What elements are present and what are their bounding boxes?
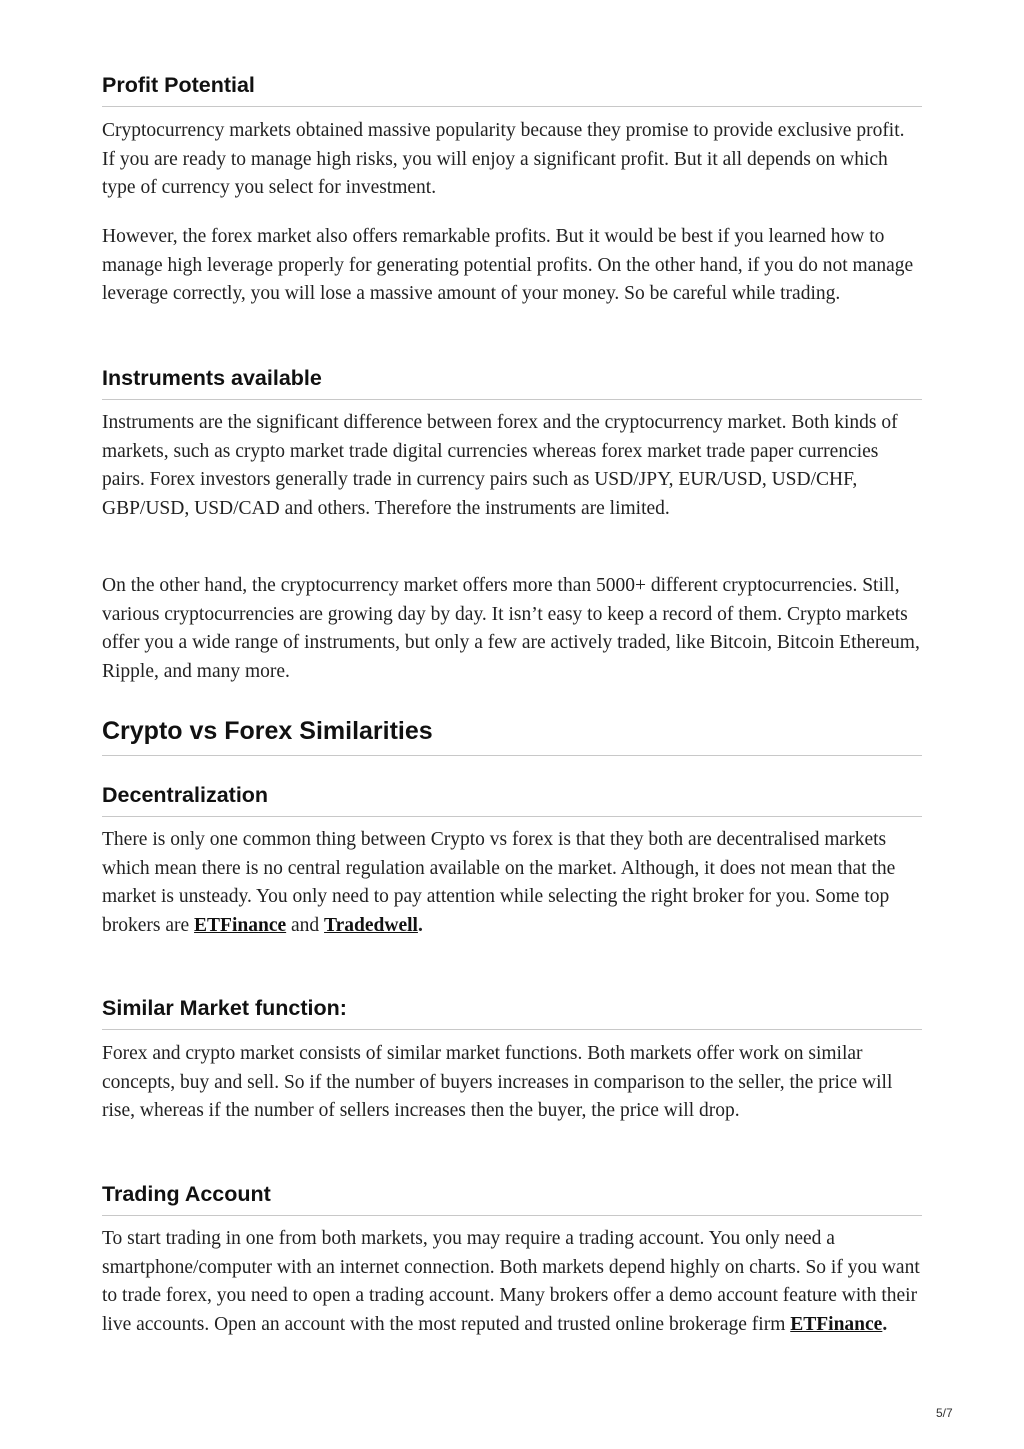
decentralization-text: There is only one common thing between Crypto vs forex is that they both are decentralised markets which mean there is no central regulation available on the market. Although, it does not mean that the market is unsteady. You only need to pay attention while selecting the right broker for you. Some top brokers are: [102, 829, 896, 936]
paragraph-instruments-1: Instruments are the significant difference between forex and the cryptocurrency market. Both kinds of markets, such as crypto market trade digital currencies whereas forex market trade paper currencies pairs. Forex investors generally trade in currency pairs such as USD/JPY, EUR/USD, USD/CHF, GBP/USD, USD/CAD and others. Therefore the instruments are limited.: [102, 412, 898, 519]
decentralization-mid: and: [286, 914, 325, 936]
heading-profit-potential: Profit Potential: [102, 72, 922, 107]
paragraph-profit-1: Cryptocurrency markets obtained massive popularity because they promise to provide exclusive profit. If you are ready to manage high risks, you will enjoy a significant profit. But it all depends on which type of currency you select for investment.: [102, 120, 905, 198]
paragraph-instruments-2: On the other hand, the cryptocurrency market offers more than 5000+ different cryptocurrencies. Still, various cryptocurrencies are growing day by day. It isn’t easy to keep a record of them. Crypto markets offer you a wide range of instruments, but only a few are actively traded, like Bitcoin, Bitcoin Ethereum, Ripple, and many more.: [102, 575, 920, 682]
decentralization-end: .: [417, 914, 423, 936]
paragraph-decentralization: [102, 826, 922, 940]
heading-trading-account: Trading Account: [102, 1181, 922, 1216]
heading-similar-market-function: Similar Market function:: [102, 995, 922, 1030]
etfinance-link[interactable]: ETFinance: [194, 914, 287, 936]
tradedwell-link[interactable]: Tradedwell: [324, 914, 418, 936]
page-number: 5/7: [936, 1406, 953, 1420]
trading-account-text: To start trading in one from both markets, you may require a trading account. You only need a smartphone/computer with an internet connection. Both markets depend highly on charts. So if you want to trade forex, you need to open a trading account. Many brokers offer a demo account feature with their live accounts. Open an account with the most reputed and trusted online brokerage firm: [102, 1228, 920, 1335]
paragraph-market-function: Forex and crypto market consists of similar market functions. Both markets offer work on similar concepts, buy and sell. So if the number of buyers increases in comparison to the seller, the price will rise, whereas if the number of sellers increases then the buyer, the price will drop.: [102, 1043, 893, 1121]
etfinance-link-2[interactable]: ETFinance: [790, 1313, 883, 1335]
trading-account-end: .: [882, 1313, 888, 1335]
paragraph-profit-2: However, the forex market also offers remarkable profits. But it would be best if you learned how to manage high leverage properly for generating potential profits. On the other hand, if you do not manage leverage correctly, you will lose a massive amount of your money. So be careful while trading.: [102, 226, 914, 304]
paragraph-trading-account: [102, 1225, 922, 1339]
heading-similarities: Crypto vs Forex Similarities: [102, 716, 922, 756]
heading-decentralization: Decentralization: [102, 782, 922, 817]
heading-instruments-available: Instruments available: [102, 365, 922, 400]
